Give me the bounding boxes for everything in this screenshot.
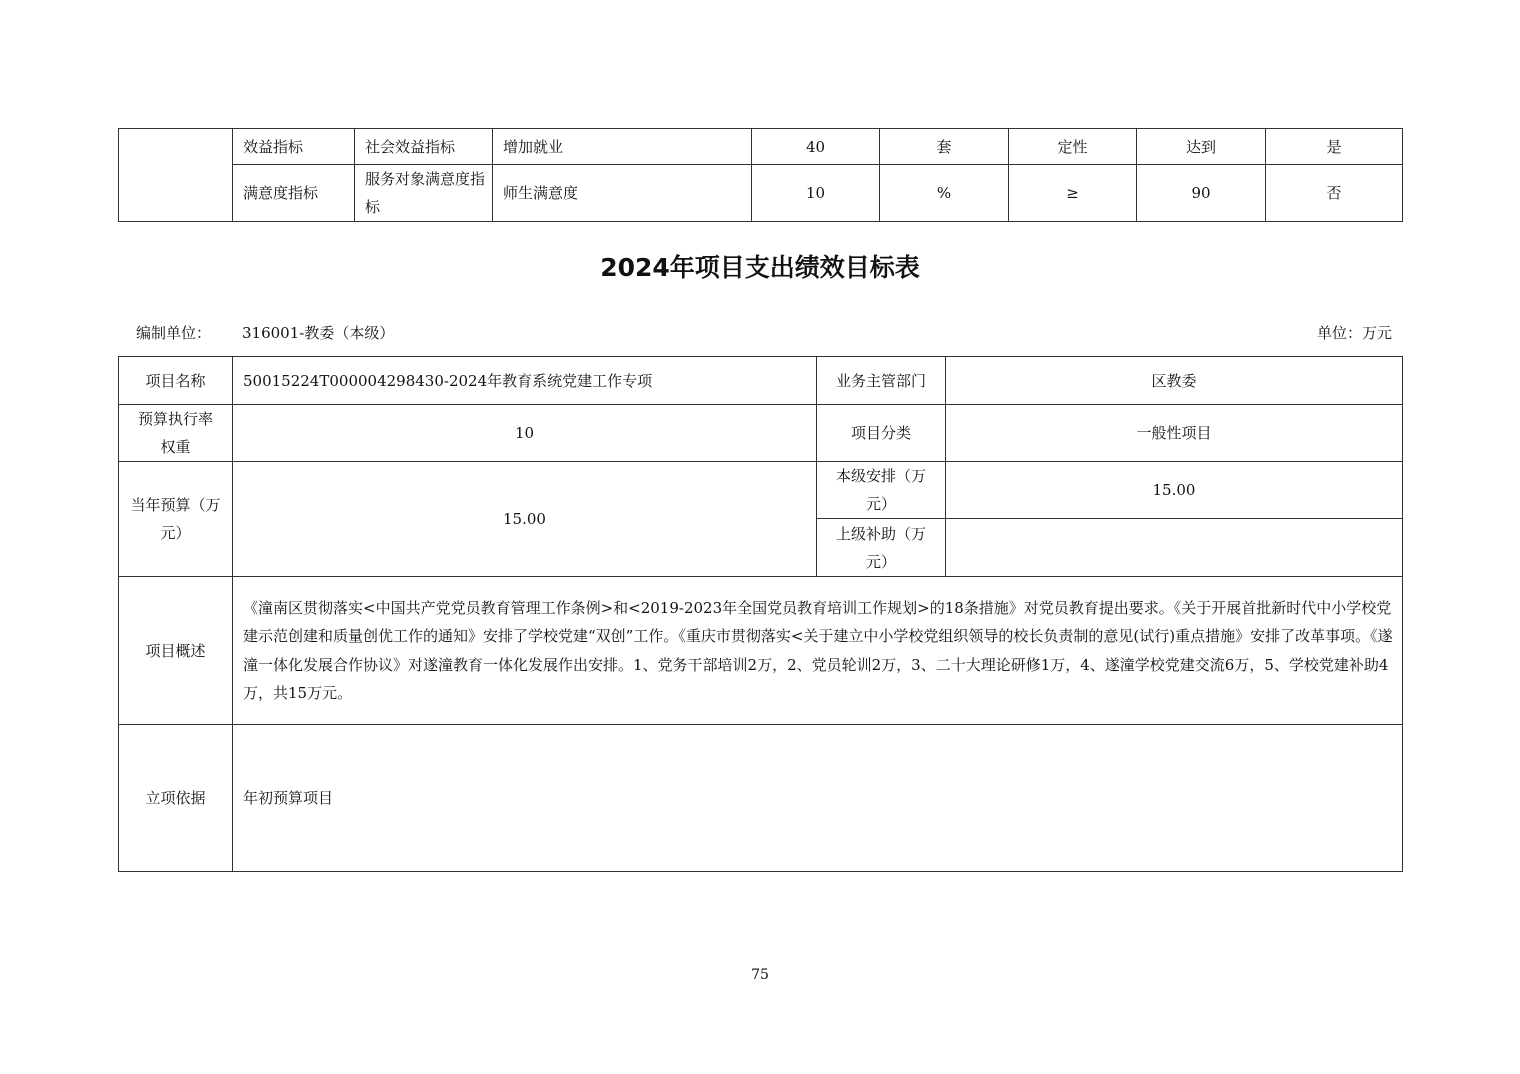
overview-row — [119, 577, 1403, 725]
unit-cell: 套 — [880, 129, 1009, 165]
target-cell: 是 — [1266, 129, 1403, 165]
indicator-row — [119, 165, 1403, 222]
project-table — [118, 356, 1403, 872]
upper-value — [946, 519, 1403, 577]
exec-rate-row — [119, 405, 1403, 462]
indicator-row — [119, 129, 1403, 165]
unit-label: 编制单位： — [136, 324, 212, 342]
budget-value: 15.00 — [233, 462, 817, 577]
page-number: 75 — [751, 967, 769, 983]
project-name-value: 50015224T000004298430-2024年教育系统党建工作专项 — [233, 357, 817, 405]
basis-label: 立项依据 — [119, 725, 233, 872]
exec-rate-label: 预算执行率权重 — [119, 405, 233, 462]
level1-cell: 效益指标 — [233, 129, 355, 165]
dept-value: 区教委 — [946, 357, 1403, 405]
operator-cell: 90 — [1137, 165, 1266, 222]
dept-label: 业务主管部门 — [817, 357, 946, 405]
category-label: 项目分类 — [817, 405, 946, 462]
indicator-table — [118, 128, 1403, 222]
exec-rate-value: 10 — [233, 405, 817, 462]
target-cell: 否 — [1266, 165, 1403, 222]
money-unit: 单位：万元 — [1316, 324, 1392, 342]
level2-cell: 社会效益指标 — [355, 129, 493, 165]
indicator-cell: 增加就业 — [493, 129, 752, 165]
operator-cell: 达到 — [1137, 129, 1266, 165]
unit-cell: % — [880, 165, 1009, 222]
weight-cell: 10 — [752, 165, 880, 222]
level2-cell: 服务对象满意度指标 — [355, 165, 493, 222]
basis-row — [119, 725, 1403, 872]
document-title: 2024年项目支出绩效目标表 — [600, 253, 920, 282]
budget-label: 当年预算（万元） — [119, 462, 233, 577]
weight-cell: 40 — [752, 129, 880, 165]
empty-cell — [119, 129, 233, 222]
unit-value: 316001-教委（本级） — [242, 324, 395, 342]
indicator-cell: 师生满意度 — [493, 165, 752, 222]
project-name-label: 项目名称 — [119, 357, 233, 405]
project-name-row — [119, 357, 1403, 405]
overview-label: 项目概述 — [119, 577, 233, 725]
overview-value: 《潼南区贯彻落实<中国共产党党员教育管理工作条例>和<2019-2023年全国党员教育培训工作规划>的18条措施》对党员教育提出要求。《关于开展首批新时代中小学校党建示范创建和质量创优工作的通知》安排了学校党建“双创”工作。《重庆市贯彻落实<关于建立中小学校党组织领导的校长负责制的意见(试行)重点措施》安排了改革事项。《遂潼一体化发展合作协议》对遂潼教育一体化发展作出安排。1、党务干部培训2万，2、党员轮训2万，3、二十大理论研修1万，4、遂潼学校党建交流6万，5、学校党建补助4万，共15万元。 — [233, 577, 1403, 725]
upper-label: 上级补助（万元） — [817, 519, 946, 577]
local-value: 15.00 — [946, 462, 1403, 519]
local-label: 本级安排（万元） — [817, 462, 946, 519]
budget-row — [119, 462, 1403, 519]
level1-cell: 满意度指标 — [233, 165, 355, 222]
category-value: 一般性项目 — [946, 405, 1403, 462]
nature-cell: 定性 — [1009, 129, 1137, 165]
nature-cell: ≥ — [1009, 165, 1137, 222]
basis-value: 年初预算项目 — [233, 725, 1403, 872]
